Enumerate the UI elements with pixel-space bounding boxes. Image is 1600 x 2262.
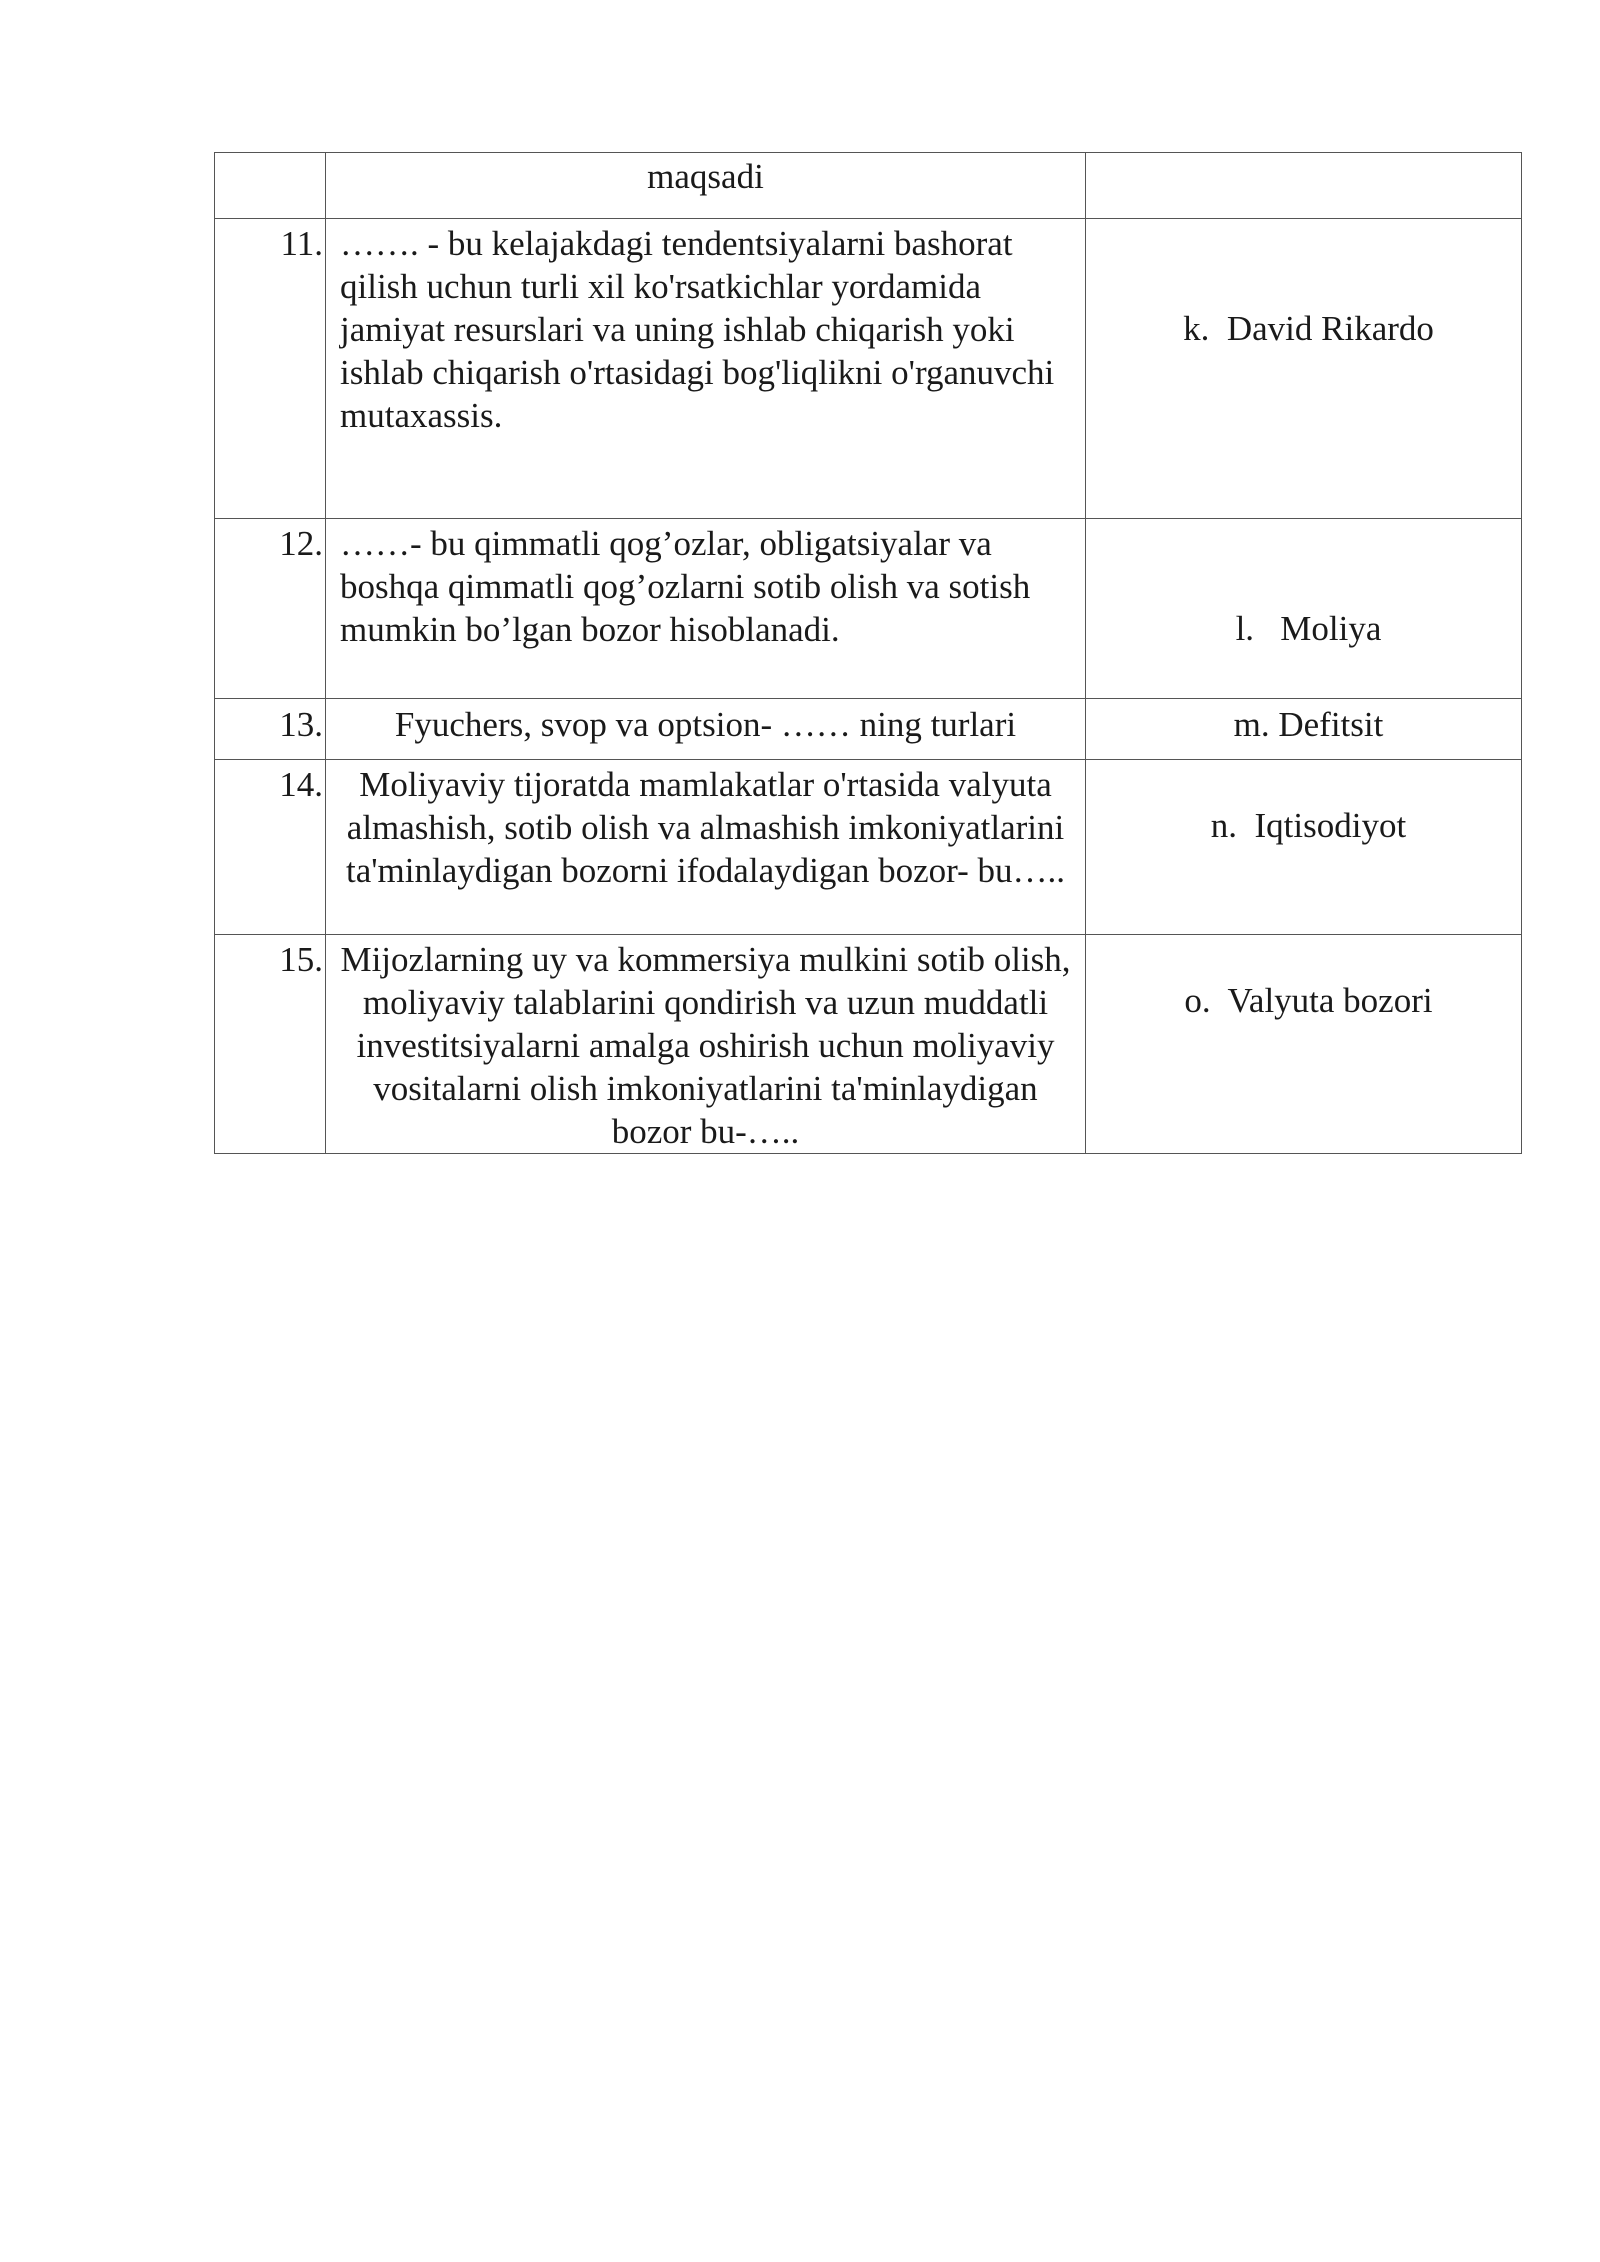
answer-option: m. Defitsit bbox=[1233, 705, 1384, 744]
row-answer bbox=[1086, 219, 1522, 519]
row-number: 15. bbox=[215, 935, 326, 1154]
table-row bbox=[215, 153, 1522, 219]
answer-option: n. Iqtisodiyot bbox=[1210, 806, 1407, 845]
row-answer bbox=[1086, 153, 1522, 219]
row-description: Moliyaviy tijoratda mamlakatlar o'rtasida valyuta almashish, sotib olish va almashish imkoniyatlarini ta'minlaydigan bozorni ifodalaydigan bozor- bu….. bbox=[326, 760, 1086, 935]
row-number: 14. bbox=[215, 760, 326, 935]
matching-table bbox=[214, 152, 1522, 1154]
table-row bbox=[215, 219, 1522, 519]
table-row bbox=[215, 699, 1522, 760]
row-description: ……- bu qimmatli qog’ozlar, obligatsiyalar va boshqa qimmatli qog’ozlarni sotib olish va sotish mumkin bo’lgan bozor hisoblanadi. bbox=[326, 519, 1086, 699]
row-number: 11. bbox=[215, 219, 326, 519]
table-row bbox=[215, 760, 1522, 935]
row-description: Fyuchers, svop va optsion- …… ning turlari bbox=[326, 699, 1086, 760]
row-number: 13. bbox=[215, 699, 326, 760]
table-row bbox=[215, 519, 1522, 699]
row-description: Mijozlarning uy va kommersiya mulkini sotib olish, moliyaviy talablarini qondirish va uzun muddatli investitsiyalarni amalga oshirish uchun moliyaviy vositalarni olish imkoniyatlarini ta'minlaydigan bozor bu-….. bbox=[326, 935, 1086, 1154]
table-row bbox=[215, 935, 1522, 1154]
answer-option: o. Valyuta bozori bbox=[1184, 981, 1433, 1020]
answer-option: l. Moliya bbox=[1235, 609, 1382, 648]
row-description: maqsadi bbox=[326, 153, 1086, 219]
row-number bbox=[215, 153, 326, 219]
answer-option: k. David Rikardo bbox=[1183, 309, 1434, 348]
row-answer bbox=[1086, 699, 1522, 760]
row-description: ……. - bu kelajakdagi tendentsiyalarni bashorat qilish uchun turli xil ko'rsatkichlar yordamida jamiyat resurslari va uning ishlab chiqarish yoki ishlab chiqarish o'rtasidagi bog'liqlikni o'rganuvchi mutaxassis. bbox=[326, 219, 1086, 519]
row-answer bbox=[1086, 760, 1522, 935]
row-answer bbox=[1086, 935, 1522, 1154]
row-answer bbox=[1086, 519, 1522, 699]
row-number: 12. bbox=[215, 519, 326, 699]
